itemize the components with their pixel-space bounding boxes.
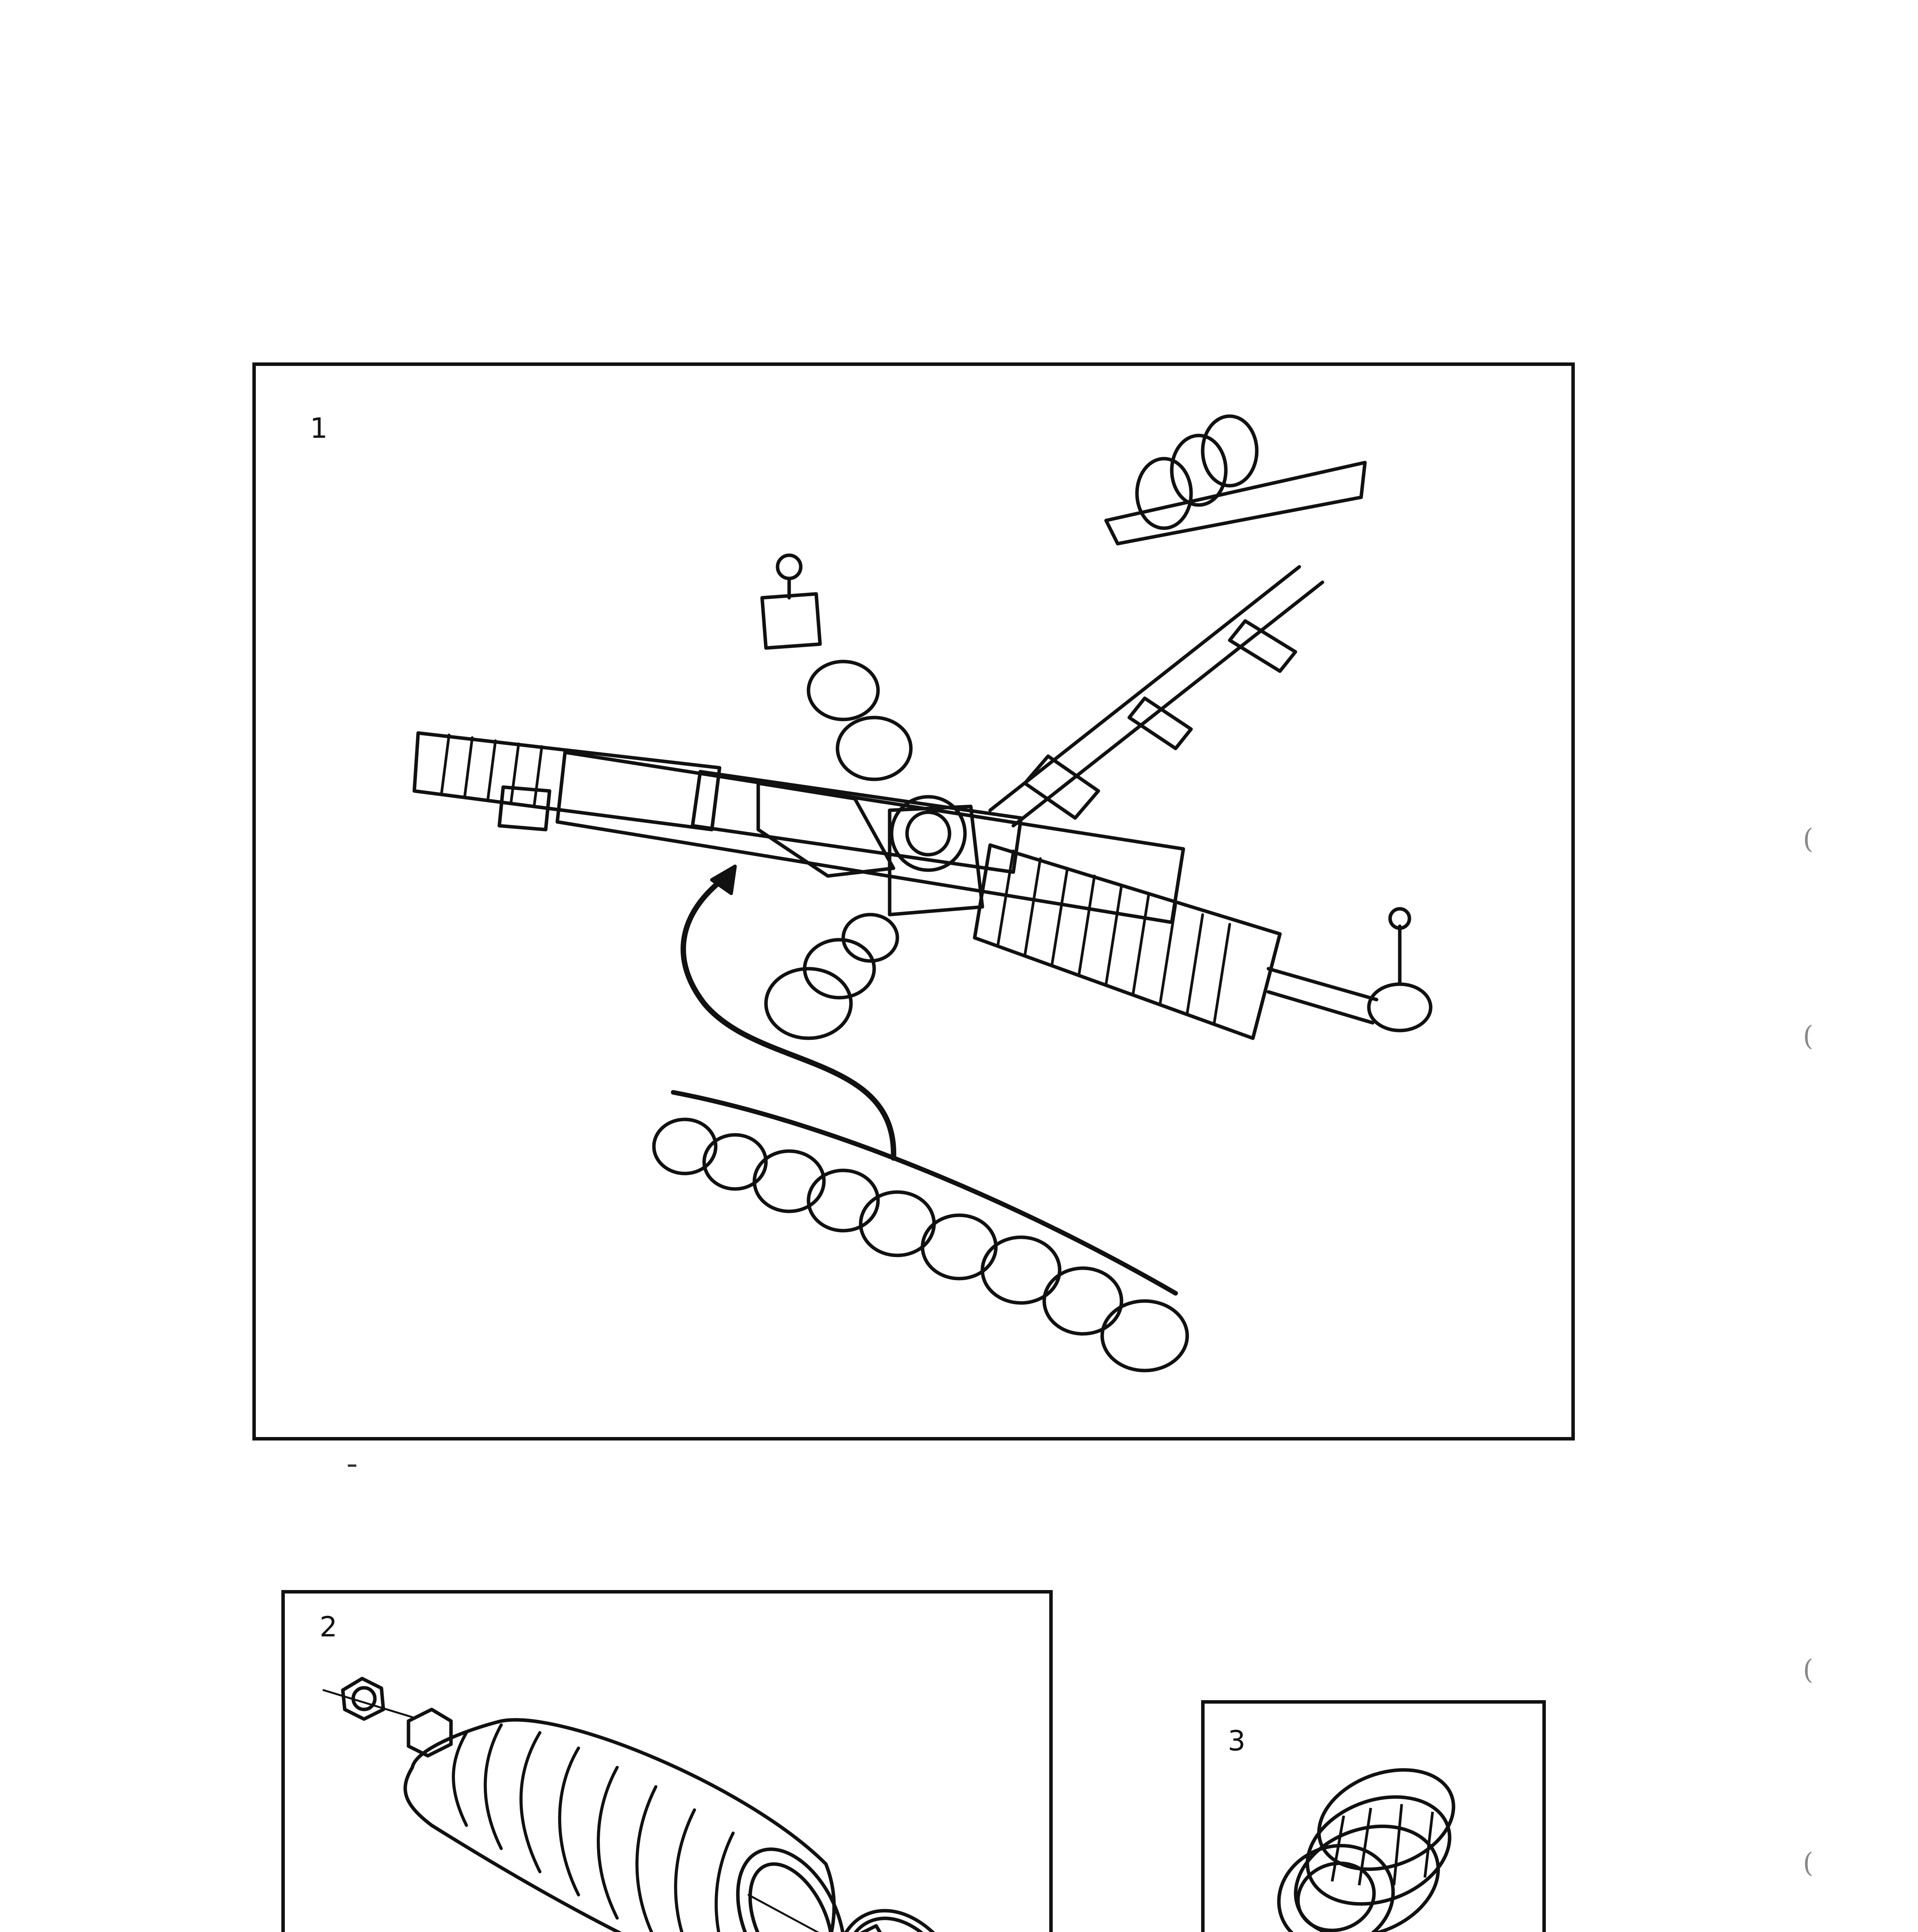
margin-mark: ( [1803, 1020, 1814, 1052]
margin-mark: ( [1803, 1847, 1814, 1879]
illustration-panel-3 [1201, 1700, 1546, 1932]
panel-number: 1 [310, 412, 328, 444]
panel-number: 2 [320, 1611, 337, 1643]
margin-mark: ( [1803, 823, 1814, 855]
illustration-panel-1 [252, 362, 1575, 1440]
illustration-panel-2 [281, 1590, 1053, 1932]
margin-mark: ( [1803, 1654, 1814, 1685]
steering-rack-drawing [256, 366, 1571, 1437]
boot-kit-drawing [285, 1594, 1049, 1932]
bearing-drawing [1205, 1704, 1542, 1932]
stray-mark [348, 1464, 356, 1467]
panel-number: 3 [1228, 1725, 1246, 1757]
